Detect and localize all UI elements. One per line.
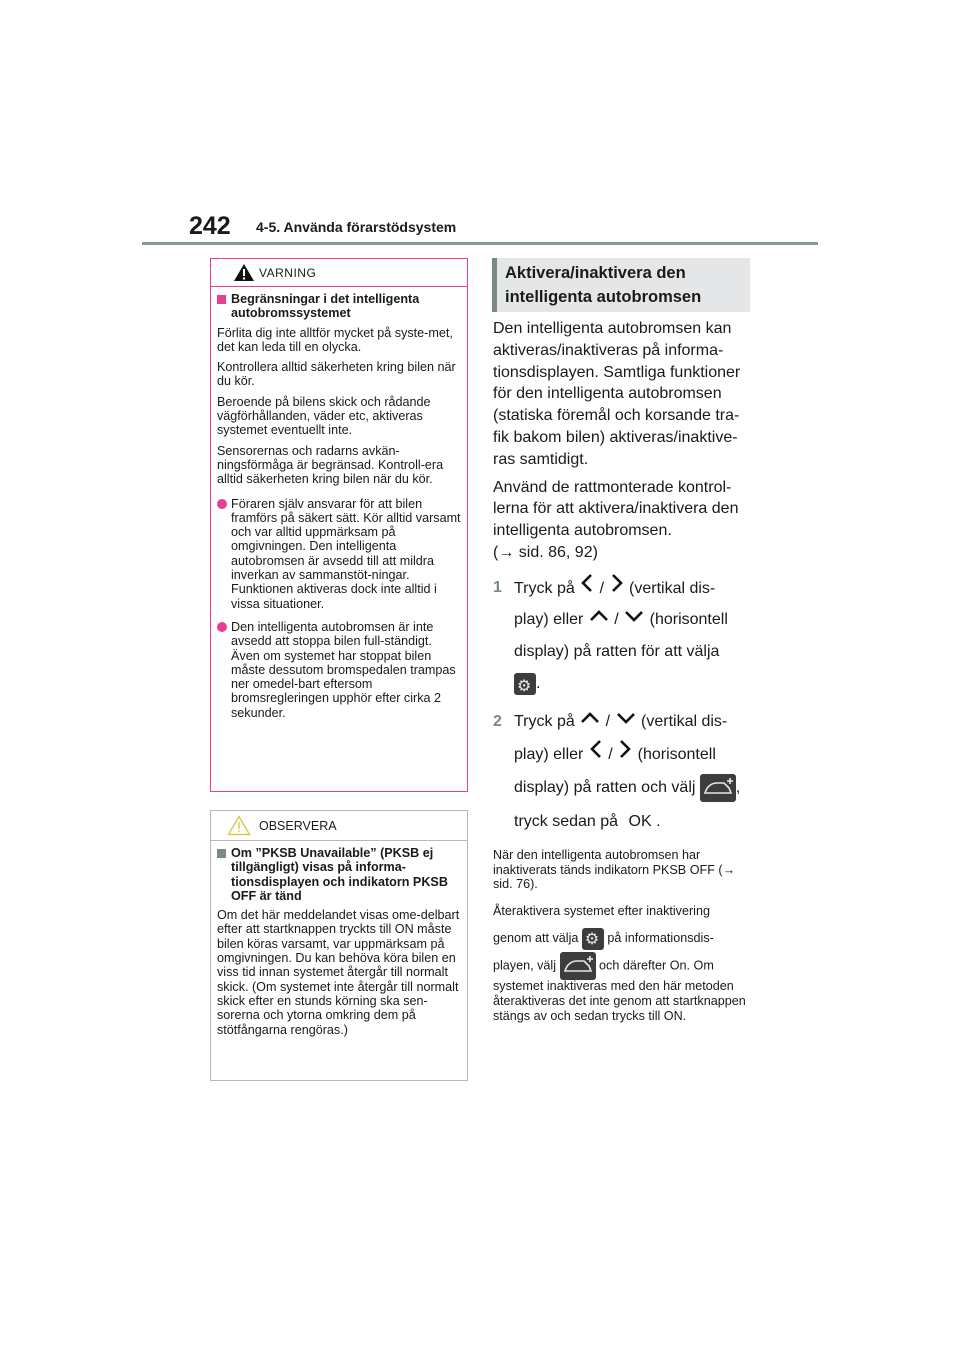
note-text: playen, välj xyxy=(493,958,557,973)
note-heading-text: Om ”PKSB Unavailable” (PKSB ej tillgängligt) visas på informa-tionsdisplayen och indikatorn PKSB OFF är tänd xyxy=(231,846,448,903)
step-number: 1 xyxy=(493,578,502,596)
note-body: Om det här meddelandet visas ome-delbart efter att startknappen tryckts till ON måste bilen köras varsamt, var uppmärksam på omgivningen. Du kan behöva köra bilen en viss tid innan systemet återgår till normalt skick. (Om systemet inte återgår till normalt skick efter en stunds körning ska sen-sorerna och ytorna omkring dem på stötfångarna rengöras.) xyxy=(217,908,460,1037)
chevron-up-icon xyxy=(588,604,610,636)
note-text: Återaktivera systemet efter inaktivering xyxy=(493,904,710,919)
chevron-up-icon xyxy=(579,706,601,738)
warning-label: VARNING xyxy=(259,266,317,280)
slash: / xyxy=(608,746,613,763)
step-text: (vertikal dis- xyxy=(641,713,728,730)
header-rule xyxy=(142,242,818,245)
step-text: (horisontell xyxy=(649,611,728,628)
page-reference: (→ sid. 86, 92) xyxy=(493,543,598,561)
warning-paragraph: Kontrollera alltid säkerheten kring bilen när du kör. xyxy=(217,360,456,389)
square-bullet-icon xyxy=(217,849,226,858)
warning-heading-text: Begränsningar i det intelligenta autobromssystemet xyxy=(231,292,420,321)
step-text: . xyxy=(536,674,541,692)
step-text: display) på ratten och välj xyxy=(514,778,696,796)
step-text: tryck sedan på xyxy=(514,812,619,830)
step-2 xyxy=(493,706,751,838)
dot-bullet-icon xyxy=(217,499,227,509)
dot-bullet-icon xyxy=(217,622,227,632)
section-title: 4-5. Använda förarstödsystem xyxy=(256,219,457,235)
chevron-left-icon xyxy=(588,738,604,772)
step-1 xyxy=(493,572,751,700)
warning-paragraph: Sensorernas och radarns avkän-ningsförmåga är begränsad. Kontroll-era alltid säkerheten kring bilen när du kör. xyxy=(217,443,444,487)
chevron-right-icon xyxy=(609,572,625,606)
note-box xyxy=(210,810,468,1081)
warning-paragraph: Förlita dig inte alltför mycket på syste-met, det kan leda till en olycka. xyxy=(217,325,453,354)
step-text: Tryck på xyxy=(514,713,575,730)
note-text: genom att välja xyxy=(493,931,579,946)
pksb-car-icon xyxy=(700,774,736,802)
note-text: systemet inaktiveras med den här metoden återaktiveras det inte genom att startknappen stängs av och sedan trycks till ON. xyxy=(493,979,746,1023)
note-text: och därefter On. Om xyxy=(599,958,714,973)
chevron-left-icon xyxy=(579,572,595,606)
warning-box xyxy=(210,258,468,792)
note-header xyxy=(211,811,467,841)
settings-gear-icon xyxy=(582,928,604,950)
step-text: , xyxy=(735,778,741,796)
ok-button-label: OK xyxy=(628,812,652,830)
step-text: (horisontell xyxy=(637,746,716,763)
note-text: på informationsdis- xyxy=(607,931,714,946)
main-content xyxy=(493,318,751,1030)
step-text: . xyxy=(656,812,661,830)
slash: / xyxy=(614,611,619,628)
warning-bullet xyxy=(217,620,461,720)
warning-triangle-icon xyxy=(233,263,255,287)
square-bullet-icon xyxy=(217,295,226,304)
intro-paragraph: Den intelligenta autobromsen kan aktiveras/inaktiveras på informa-tionsdisplayen. Samtliga funktioner för den intelligenta autobromsen (statiska föremål och korsande tra-fik bakom bilen) aktiveras/inaktive-ras samtidigt. xyxy=(493,320,741,468)
step-number: 2 xyxy=(493,712,502,730)
pksb-car-icon xyxy=(560,952,596,980)
warning-bullet-text: Föraren själv ansvarar för att bilen framförs på säkert sätt. Kör alltid varsamt och var alltid uppmärksam på omgivningen. Den intelligenta autobromsen är avsedd till att mildra inverkan av sammanstöt-ningar. Funktionen aktiveras dock inte alltid i vissa situationer. xyxy=(231,496,461,611)
intro-text: Använd de rattmonterade kontrol-lerna för att aktivera/inaktivera den intelligenta autobromsen. xyxy=(493,478,739,540)
step-text: play) eller xyxy=(514,611,584,628)
note-label: OBSERVERA xyxy=(259,819,337,833)
warning-bullet xyxy=(217,497,461,611)
settings-gear-icon xyxy=(514,673,536,695)
chevron-down-icon xyxy=(615,706,637,738)
intro-paragraph-2 xyxy=(493,477,751,564)
step-text: play) eller xyxy=(514,746,584,763)
warning-paragraph: Beroende på bilens skick och rådande vägförhållanden, väder etc, aktiveras systemet eventuellt inte. xyxy=(217,394,431,438)
page-number: 242 xyxy=(189,212,231,240)
warning-header xyxy=(211,259,467,287)
notes xyxy=(493,848,751,1024)
step-text: Tryck på xyxy=(514,580,575,597)
step-text: (vertikal dis- xyxy=(629,580,716,597)
chevron-down-icon xyxy=(623,604,645,636)
slash: / xyxy=(599,580,605,597)
warning-heading xyxy=(217,292,461,321)
main-title: Aktivera/inaktivera den intelligenta autobromsen xyxy=(492,258,750,312)
chevron-right-icon xyxy=(617,738,633,772)
note-text: När den intelligenta autobromsen har inaktiverats tänds indikatorn PKSB OFF (→ sid. 76). xyxy=(493,847,736,892)
warning-bullet-text: Den intelligenta autobromsen är inte avsedd att stoppa bilen full-ständigt. Även om systemet har stoppat bilen måste dessutom bromspedalen trampas ner omedel-bart eftersom bromsregleringen upphör efter cirka 2 sekunder. xyxy=(231,619,456,720)
slash: / xyxy=(605,713,611,730)
note-heading xyxy=(217,846,461,903)
step-text: display) på ratten för att välja xyxy=(514,642,720,660)
caution-triangle-icon xyxy=(227,815,251,841)
